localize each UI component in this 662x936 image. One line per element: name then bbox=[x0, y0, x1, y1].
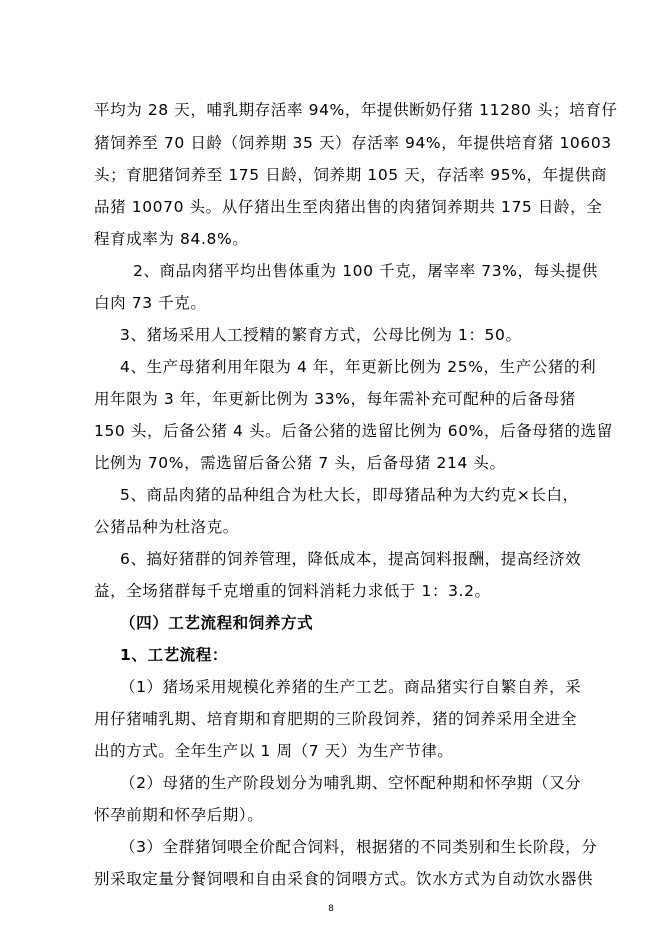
paragraph-line: 用仔猪哺乳期、培育期和育肥期的三阶段饲养，猪的饲养采用全进全 bbox=[94, 710, 578, 728]
section-heading: （四）工艺流程和饲养方式 bbox=[120, 614, 314, 632]
paragraph-line: 品猪 10070 头。从仔猪出生至肉猪出售的肉猪饲养期共 175 日龄，全 bbox=[94, 198, 603, 216]
paragraph-line: 怀孕前期和怀孕后期）。 bbox=[94, 806, 264, 824]
paragraph-line: 4、生产母猪利用年限为 4 年，年更新比例为 25%，生产公猪的利 bbox=[120, 358, 597, 376]
paragraph-line: 5、商品肉猪的品种组合为杜大长，即母猪品种为大约克×长白， bbox=[120, 486, 579, 504]
paragraph-line: 公猪品种为杜洛克。 bbox=[94, 518, 239, 536]
paragraph-line: 6、搞好猪群的饲养管理，降低成本，提高饲料报酬，提高经济效 bbox=[120, 550, 582, 568]
paragraph-line: （2）母猪的生产阶段划分为哺乳期、空怀配种期和怀孕期（又分 bbox=[120, 774, 582, 792]
paragraph-line: 别采取定量分餐饲喂和自由采食的饲喂方式。饮水方式为自动饮水器供 bbox=[94, 870, 594, 888]
page-number: 8 bbox=[328, 904, 334, 914]
paragraph-line: 猪饲养至 70 日龄（饲养期 35 天）存活率 94%，年提供培育猪 10603 bbox=[94, 134, 612, 152]
subsection-heading: 1、工艺流程： bbox=[120, 646, 228, 664]
paragraph-line: 益，全场猪群每千克增重的饲料消耗力求低于 1：3.2。 bbox=[94, 582, 491, 600]
paragraph-line: 用年限为 3 年，年更新比例为 33%，每年需补充可配种的后备母猪 bbox=[94, 390, 576, 408]
paragraph-line: 白肉 73 千克。 bbox=[94, 294, 207, 312]
paragraph-line: 平均为 28 天，哺乳期存活率 94%，年提供断奶仔猪 11280 头；培育仔 bbox=[94, 101, 618, 119]
paragraph-line: （3）全群猪饲喂全价配合饲料，根据猪的不同类别和生长阶段，分 bbox=[120, 838, 598, 856]
paragraph-line: 2、商品肉猪平均出售体重为 100 千克，屠宰率 73%，每头提供 bbox=[133, 262, 598, 280]
paragraph-line: 出的方式。全年生产以 1 周（7 天）为生产节律。 bbox=[94, 742, 454, 760]
paragraph-line: 比例为 70%，需选留后备公猪 7 头，后备母猪 214 头。 bbox=[94, 454, 506, 472]
paragraph-line: （1）猪场采用规模化养猪的生产工艺。商品猪实行自繁自养，采 bbox=[120, 678, 582, 696]
paragraph-line: 3、猪场采用人工授精的繁育方式，公母比例为 1：50。 bbox=[120, 326, 522, 344]
paragraph-line: 程育成率为 84.8%。 bbox=[94, 230, 249, 248]
paragraph-line: 头；育肥猪饲养至 175 日龄，饲养期 105 天，存活率 95%，年提供商 bbox=[94, 166, 608, 184]
paragraph-line: 150 头，后备公猪 4 头。后备公猪的选留比例为 60%，后备母猪的选留 bbox=[94, 422, 613, 440]
